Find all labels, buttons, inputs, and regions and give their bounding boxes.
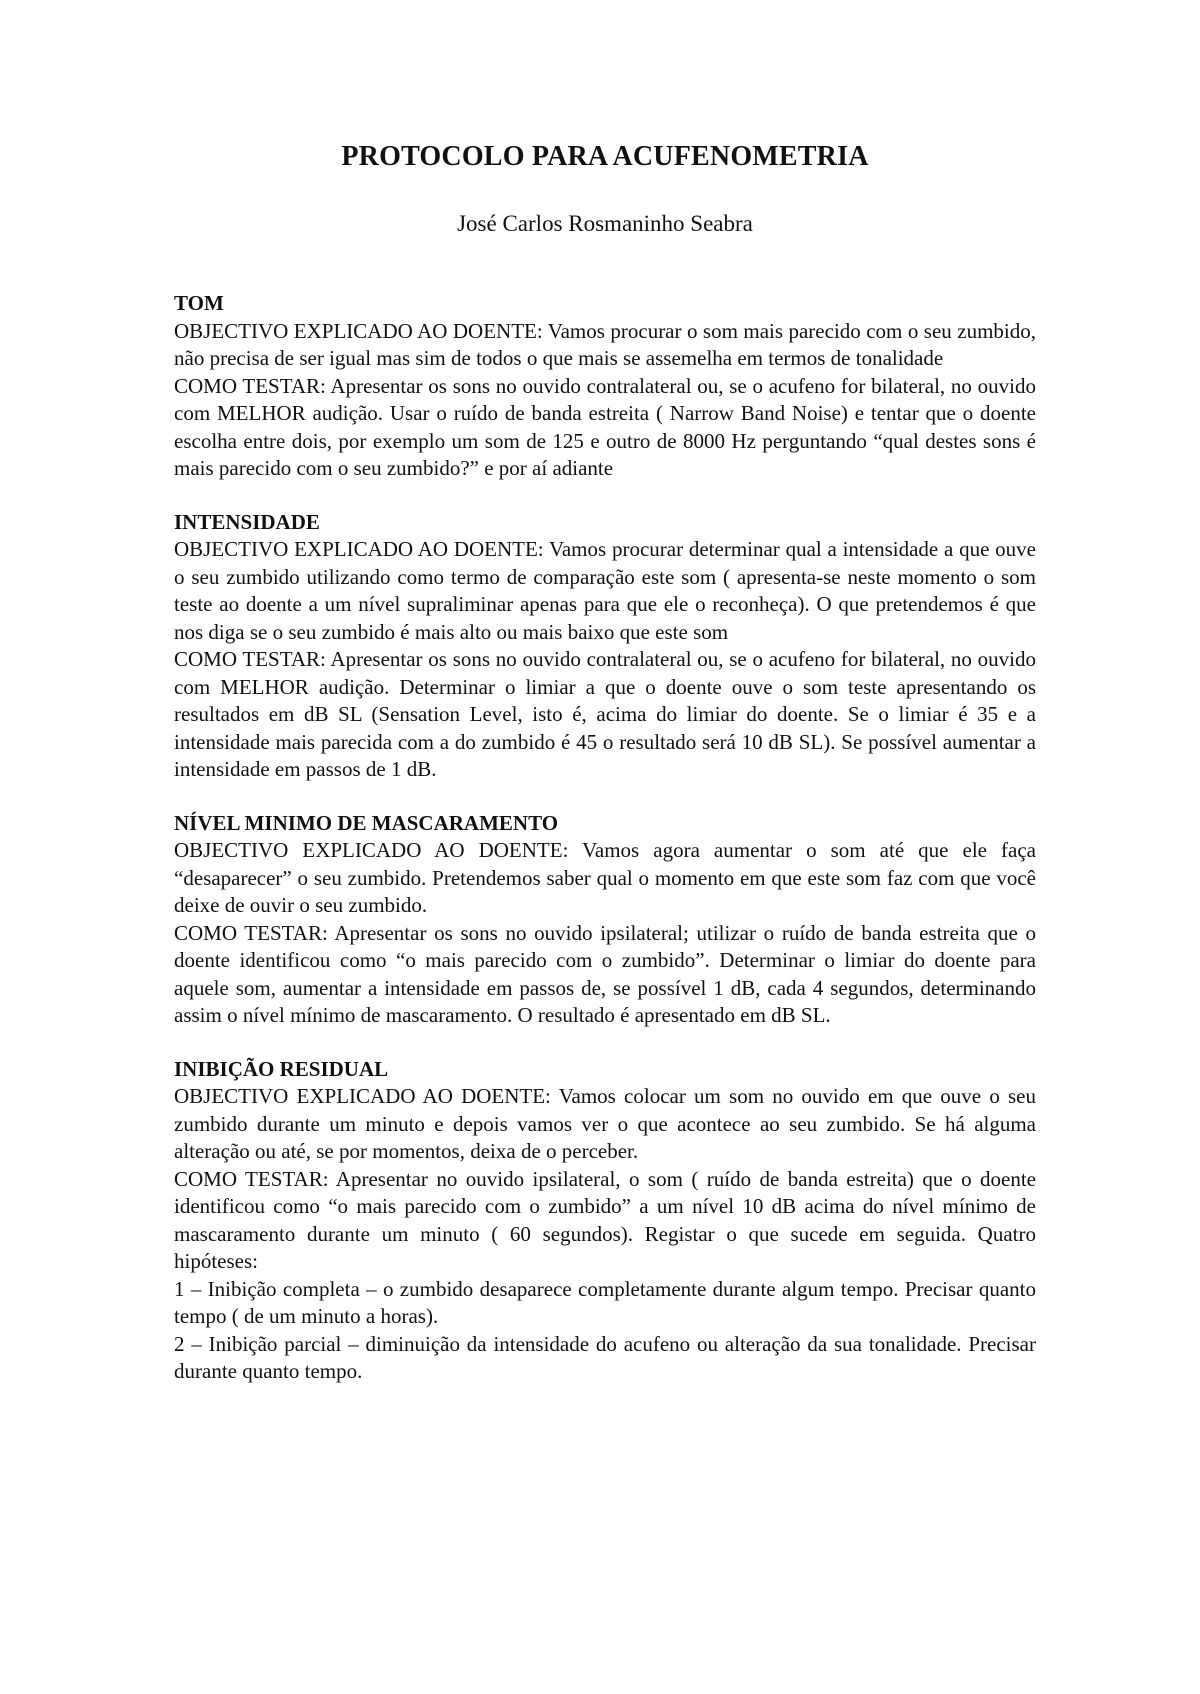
document-content [174, 140, 1036, 1412]
section-paragraph: OBJECTIVO EXPLICADO AO DOENTE: Vamos procurar o som mais parecido com o seu zumbido, não precisa de ser igual mas sim de todos o que mais se assemelha em termos de tonalidade [174, 318, 1036, 370]
section-nivel-minimo-mascaramento [174, 810, 1036, 1030]
section-tom [174, 290, 1036, 483]
document-title: PROTOCOLO PARA ACUFENOMETRIA [341, 141, 869, 172]
section-paragraph: COMO TESTAR: Apresentar os sons no ouvido contralateral ou, se o acufeno for bilateral, no ouvido com MELHOR audição. Determinar o limiar a que o doente ouve o som teste apresentando os resultados em dB SL (Sensation Level, isto é, acima do limiar do doente. Se o limiar é 35 e a intensidade mais parecida com a do zumbido é 45 o resultado será 10 dB SL). Se possível aumentar a intensidade em passos de 1 dB. [174, 647, 1036, 781]
section-heading: INIBIÇÃO RESIDUAL [174, 1056, 389, 1081]
section-paragraph: COMO TESTAR: Apresentar os sons no ouvido contralateral ou, se o acufeno for bilateral, no ouvido com MELHOR audição. Usar o ruído de banda estreita ( Narrow Band Noise) e tentar que o doente escolha entre dois, por exemplo um som de 125 e outro de 8000 Hz perguntando “qual destes sons é mais parecido com o seu zumbido?” e por aí adiante [174, 373, 1036, 480]
list-item: 1 – Inibição completa – o zumbido desaparece completamente durante algum tempo. Precisar quanto tempo ( de um minuto a horas). [174, 1276, 1036, 1328]
section-paragraph: OBJECTIVO EXPLICADO AO DOENTE: Vamos agora aumentar o som até que ele faça “desaparecer” o seu zumbido. Pretendemos saber qual o momento em que este som faz com que você deixe de ouvir o seu zumbido. [174, 838, 1036, 917]
section-heading: NÍVEL MINIMO DE MASCARAMENTO [174, 810, 559, 835]
section-intensidade [174, 509, 1036, 784]
section-heading: TOM [174, 291, 224, 315]
section-paragraph: COMO TESTAR: Apresentar no ouvido ipsilateral, o som ( ruído de banda estreita) que o doente identificou como “o mais parecido com o zumbido” a um nível 10 dB acima do nível mínimo de mascaramento durante um minuto ( 60 segundos). Registar o que sucede em seguida. Quatro hipóteses: [174, 1166, 1036, 1273]
section-paragraph: OBJECTIVO EXPLICADO AO DOENTE: Vamos procurar determinar qual a intensidade a que ouve o seu zumbido utilizando como termo de comparação este som ( apresenta-se neste momento o som teste ao doente a um nível supraliminar apenas para que ele o reconheça). O que pretendemos é que nos diga se o seu zumbido é mais alto ou mais baixo que este som [174, 537, 1036, 644]
section-paragraph: OBJECTIVO EXPLICADO AO DOENTE: Vamos colocar um som no ouvido em que ouve o seu zumbido durante um minuto e depois vamos ver o que acontece ao seu zumbido. Se há alguma alteração ou até, se por momentos, deixa de o perceber. [174, 1084, 1036, 1163]
section-heading: INTENSIDADE [174, 509, 320, 534]
document-author: José Carlos Rosmaninho Seabra [457, 211, 753, 236]
list-item: 2 – Inibição parcial – diminuição da intensidade do acufeno ou alteração da sua tonalidade. Precisar durante quanto tempo. [174, 1331, 1036, 1383]
section-inibicao-residual [174, 1056, 1036, 1386]
section-paragraph: COMO TESTAR: Apresentar os sons no ouvido ipsilateral; utilizar o ruído de banda estreita que o doente identificou como “o mais parecido com o zumbido”. Determinar o limiar do doente para aquele som, aumentar a intensidade em passos de, se possível 1 dB, cada 4 segundos, determinando assim o nível mínimo de mascaramento. O resultado é apresentado em dB SL. [174, 920, 1036, 1027]
sections [174, 290, 1036, 1386]
